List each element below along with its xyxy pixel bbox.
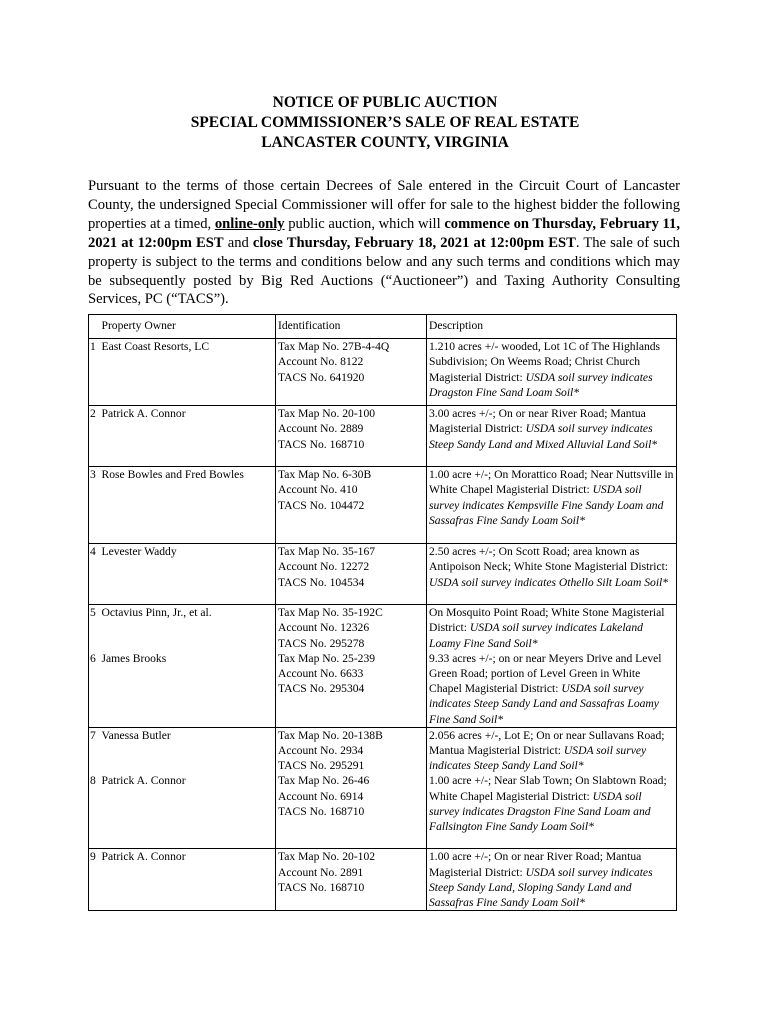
description-cell: [427, 773, 677, 849]
property-owner-cell: East Coast Resorts, LC: [100, 339, 276, 406]
tacs-number: TACS No. 104472: [278, 498, 365, 512]
account-number: Account No. 410: [278, 483, 358, 497]
property-owner-cell: Patrick A. Connor: [100, 773, 276, 849]
tacs-number: TACS No. 168710: [278, 880, 365, 894]
property-table: [88, 314, 677, 911]
table-row: [89, 339, 677, 406]
description-cell: [427, 467, 677, 544]
soil-survey-note: USDA soil survey indicates Steep Sandy Land, Sloping Sandy Land and Sassafras Fine Sandy Loam Soil*: [429, 865, 653, 910]
intro-text-2: public auction, which will: [284, 215, 445, 232]
close-date: close Thursday, February 18, 2021 at 12:00pm EST: [252, 234, 576, 251]
table-body: [89, 339, 677, 911]
identification-cell: [276, 849, 427, 911]
header-num: [89, 315, 100, 339]
header-description: Description: [427, 315, 677, 339]
soil-survey-note: USDA soil survey indicates Steep Sandy Land Soil*: [429, 744, 647, 773]
table-row: [89, 849, 677, 911]
identification-cell: [276, 727, 427, 773]
description-text: 2.50 acres +/-; On Scott Road; area known as Antipoison Neck; White Stone Magisterial District:: [429, 545, 669, 574]
title-line-2: SPECIAL COMMISSIONER’S SALE OF REAL ESTATE: [190, 114, 580, 131]
row-number: 3: [89, 467, 100, 544]
identification-cell: [276, 544, 427, 605]
soil-survey-note: USDA soil survey indicates Dragston Fine Sand Loam Soil*: [429, 370, 653, 399]
account-number: Account No. 2934: [278, 744, 364, 758]
soil-survey-note: USDA soil survey indicates Dragston Fine Sand Loam and Fallsington Fine Sandy Loam Soil*: [429, 789, 651, 834]
property-owner-cell: Vanessa Butler: [100, 727, 276, 773]
property-owner-cell: Rose Bowles and Fred Bowles: [100, 467, 276, 544]
identification-cell: [276, 605, 427, 651]
intro-paragraph: [88, 177, 680, 309]
account-number: Account No. 12272: [278, 560, 370, 574]
property-owner-cell: Octavius Pinn, Jr., et al.: [100, 605, 276, 651]
table-row: [89, 773, 677, 849]
identification-cell: [276, 339, 427, 406]
description-text: 1.00 acre +/-; On or near River Road; Mantua Magisterial District:: [429, 850, 642, 879]
intro-text-3: and: [223, 234, 253, 251]
table-header-row: [89, 315, 677, 339]
soil-survey-note: USDA soil survey indicates Kempsville Fine Sandy Loam and Sassafras Fine Sandy Loam Soil*: [429, 483, 664, 527]
description-text: 3.00 acres +/-; On or near River Road; Mantua Magisterial District:: [429, 407, 646, 436]
table-row: [89, 406, 677, 467]
account-number: Account No. 2891: [278, 865, 364, 879]
description-cell: [427, 339, 677, 406]
online-only-emphasis: online-only: [214, 215, 285, 232]
tacs-number: TACS No. 295278: [278, 636, 365, 650]
table-row: [89, 651, 677, 728]
description-cell: [427, 727, 677, 773]
description-cell: [427, 544, 677, 605]
description-text: 1.210 acres +/- wooded, Lot 1C of The Highlands Subdivision; On Weems Road; Christ Church Magisterial District:: [429, 340, 661, 384]
tax-map-number: Tax Map No. 20-102: [278, 850, 376, 864]
tacs-number: TACS No. 168710: [278, 437, 365, 451]
description-cell: [427, 849, 677, 911]
account-number: Account No. 12326: [278, 621, 370, 635]
table-row: [89, 727, 677, 773]
account-number: Account No. 6914: [278, 789, 364, 803]
description-text: 2.056 acres +/-, Lot E; On or near Sullavans Road; Mantua Magisterial District:: [429, 728, 665, 758]
description-cell: [427, 406, 677, 467]
intro-text-1: Pursuant to the terms of those certain Decrees of Sale entered in the Circuit Court of Lancaster County, the undersigned Special Commissioner will offer for sale to the highest bidder the following properties at a timed,: [88, 178, 680, 232]
account-number: Account No. 6633: [278, 667, 364, 681]
row-number: 5: [89, 605, 100, 651]
property-owner-cell: James Brooks: [100, 651, 276, 728]
tax-map-number: Tax Map No. 35-167: [278, 545, 376, 559]
soil-survey-note: USDA soil survey indicates Othello Silt Loam Soil*: [429, 575, 669, 589]
row-number: 4: [89, 544, 100, 605]
soil-survey-note: USDA soil survey indicates Steep Sandy Land and Sassafras Loamy Fine Sand Soil*: [429, 682, 659, 726]
soil-survey-note: USDA soil survey indicates Steep Sandy Land and Mixed Alluvial Land Soil*: [429, 422, 658, 451]
tax-map-number: Tax Map No. 20-138B: [278, 728, 383, 742]
property-owner-cell: Patrick A. Connor: [100, 849, 276, 911]
identification-cell: [276, 651, 427, 728]
property-owner-cell: Patrick A. Connor: [100, 406, 276, 467]
row-number: 6: [89, 651, 100, 728]
account-number: Account No. 8122: [278, 355, 364, 369]
row-number: 7: [89, 727, 100, 773]
description-text: 9.33 acres +/-; on or near Meyers Drive and Level Green Road; portion of Level Green in White Chapel Magisterial District:: [429, 651, 662, 696]
title-line-3: LANCASTER COUNTY, VIRGINIA: [261, 134, 509, 151]
tax-map-number: Tax Map No. 6-30B: [278, 468, 372, 482]
header-owner: Property Owner: [100, 315, 276, 339]
row-number: 8: [89, 773, 100, 849]
identification-cell: [276, 467, 427, 544]
description-cell: [427, 651, 677, 728]
identification-cell: [276, 406, 427, 467]
tacs-number: TACS No. 104534: [278, 575, 365, 589]
tax-map-number: Tax Map No. 26-46: [278, 774, 370, 788]
soil-survey-note: USDA soil survey indicates Lakeland Loamy Fine Sand Soil*: [429, 621, 643, 650]
account-number: Account No. 2889: [278, 422, 364, 436]
row-number: 1: [89, 339, 100, 406]
commence-date: commence on Thursday, February 11, 2021 at 12:00pm EST: [88, 215, 680, 251]
tax-map-number: Tax Map No. 20-100: [278, 407, 376, 421]
tacs-number: TACS No. 295304: [278, 682, 365, 696]
row-number: 2: [89, 406, 100, 467]
tax-map-number: Tax Map No. 27B-4-4Q: [278, 340, 390, 354]
tax-map-number: Tax Map No. 35-192C: [278, 606, 383, 620]
page-title: [0, 93, 770, 153]
tacs-number: TACS No. 168710: [278, 804, 365, 818]
header-identification: Identification: [276, 315, 427, 339]
tacs-number: TACS No. 641920: [278, 370, 365, 384]
row-number: 9: [89, 849, 100, 911]
title-line-1: NOTICE OF PUBLIC AUCTION: [272, 94, 498, 111]
intro-text-4: . The sale of such property is subject to the terms and conditions below and any such terms and conditions which may be subsequently posted by Big Red Auctions (“Auctioneer”) and Taxing Authority Consulting Services, PC (“TACS”).: [88, 234, 680, 308]
property-owner-cell: Levester Waddy: [100, 544, 276, 605]
description-text: 1.00 acre +/-; On Morattico Road; Near Nuttsville in White Chapel Magisterial District:: [429, 468, 674, 497]
identification-cell: [276, 773, 427, 849]
description-cell: [427, 605, 677, 651]
table-row: [89, 544, 677, 605]
table-row: [89, 467, 677, 544]
tacs-number: TACS No. 295291: [278, 759, 365, 773]
description-text: 1.00 acre +/-; Near Slab Town; On Slabtown Road; White Chapel Magisterial District:: [429, 774, 667, 803]
description-text: On Mosquito Point Road; White Stone Magisterial District:: [429, 606, 665, 635]
tax-map-number: Tax Map No. 25-239: [278, 651, 376, 665]
table-row: [89, 605, 677, 651]
